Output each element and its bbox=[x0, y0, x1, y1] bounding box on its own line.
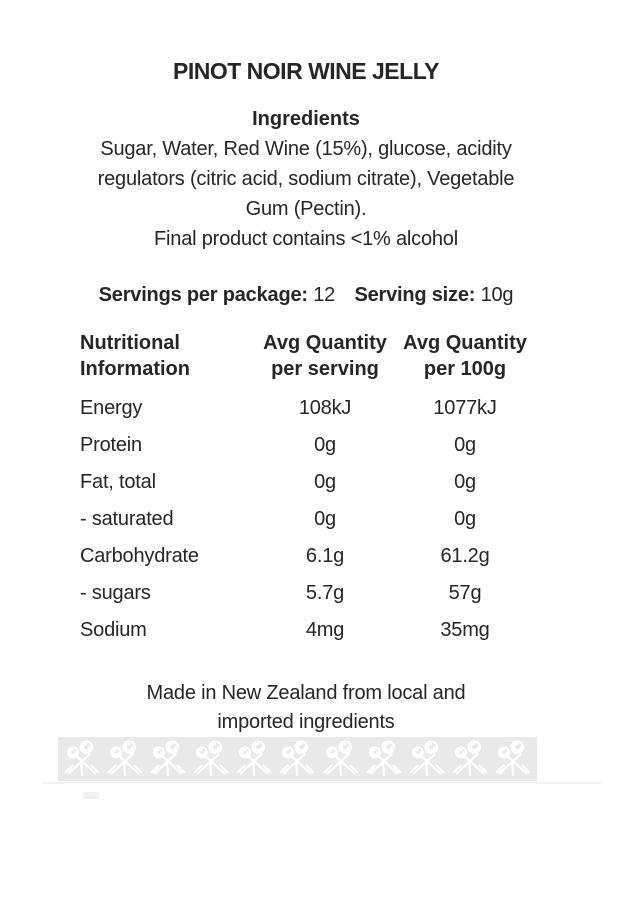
serving-size-value: 10g bbox=[480, 284, 514, 306]
header-avg-quantity-per-serving: Avg Quantity per serving bbox=[263, 332, 387, 380]
origin-statement bbox=[46, 679, 566, 737]
ingredients-line: regulators (citric acid, sodium citrate), Vegetable bbox=[97, 168, 515, 190]
scan-artifact-mark bbox=[83, 792, 99, 799]
value-per-serving: 0g bbox=[314, 471, 336, 493]
value-per-100g: 61.2g bbox=[440, 545, 490, 567]
value-per-serving: 5.7g bbox=[305, 582, 345, 604]
scan-artifact-line bbox=[42, 782, 602, 784]
header-nutritional-information: Nutritional Information bbox=[80, 332, 190, 380]
flower-icon bbox=[235, 739, 273, 779]
value-per-100g: 0g bbox=[454, 471, 476, 493]
table-row bbox=[80, 612, 535, 649]
ingredients-heading: Ingredients bbox=[252, 108, 360, 130]
serving-size-label: Serving size: bbox=[354, 284, 476, 306]
servings-per-package-label: Servings per package: bbox=[98, 284, 308, 306]
servings-line bbox=[46, 280, 566, 310]
nutrition-table-rows bbox=[80, 390, 535, 649]
nutrient-name: Fat, total bbox=[80, 471, 156, 493]
product-title: PINOT NOIR WINE JELLY bbox=[173, 58, 439, 84]
alcohol-note: Final product contains <1% alcohol bbox=[154, 228, 458, 250]
table-row bbox=[80, 390, 535, 427]
value-per-serving: 0g bbox=[314, 508, 336, 530]
flower-icon bbox=[494, 739, 532, 779]
nutrient-name: Protein bbox=[80, 434, 142, 456]
flower-icon bbox=[106, 739, 144, 779]
ingredients-line: Gum (Pectin). bbox=[245, 198, 367, 220]
table-row bbox=[80, 427, 535, 464]
nutrition-table bbox=[80, 330, 535, 649]
value-per-100g: 1077kJ bbox=[433, 397, 497, 419]
ingredients-text bbox=[46, 134, 566, 224]
table-row bbox=[80, 464, 535, 501]
value-per-100g: 0g bbox=[454, 434, 476, 456]
nutrient-name: Energy bbox=[80, 397, 143, 419]
flower-icon bbox=[322, 739, 360, 779]
value-per-serving: 6.1g bbox=[305, 545, 345, 567]
value-per-serving: 0g bbox=[314, 434, 336, 456]
flower-icon bbox=[63, 739, 101, 779]
flower-icon bbox=[365, 739, 403, 779]
flower-icon bbox=[278, 739, 316, 779]
value-per-serving: 4mg bbox=[305, 619, 345, 641]
table-row bbox=[80, 538, 535, 575]
nutrient-name: Sodium bbox=[80, 619, 147, 641]
origin-line-1: Made in New Zealand from local and bbox=[146, 682, 466, 704]
nutrient-name: Carbohydrate bbox=[80, 545, 199, 567]
nutrient-name: - sugars bbox=[80, 582, 151, 604]
product-label bbox=[46, 54, 566, 799]
servings-per-package-value: 12 bbox=[313, 284, 336, 306]
flower-icon bbox=[149, 739, 187, 779]
flower-icon bbox=[192, 739, 230, 779]
header-avg-quantity-per-100g: Avg Quantity per 100g bbox=[403, 332, 527, 380]
nutrition-table-header bbox=[80, 330, 535, 382]
value-per-100g: 35mg bbox=[440, 619, 490, 641]
origin-line-2: imported ingredients bbox=[217, 711, 395, 733]
value-per-serving: 108kJ bbox=[298, 397, 352, 419]
decorative-border bbox=[58, 737, 537, 781]
table-row bbox=[80, 501, 535, 538]
flower-icon bbox=[408, 739, 446, 779]
nutrient-name: - saturated bbox=[80, 508, 174, 530]
ingredients-line: Sugar, Water, Red Wine (15%), glucose, acidity bbox=[100, 138, 512, 160]
value-per-100g: 57g bbox=[448, 582, 482, 604]
value-per-100g: 0g bbox=[454, 508, 476, 530]
flower-icon bbox=[451, 739, 489, 779]
table-row bbox=[80, 575, 535, 612]
